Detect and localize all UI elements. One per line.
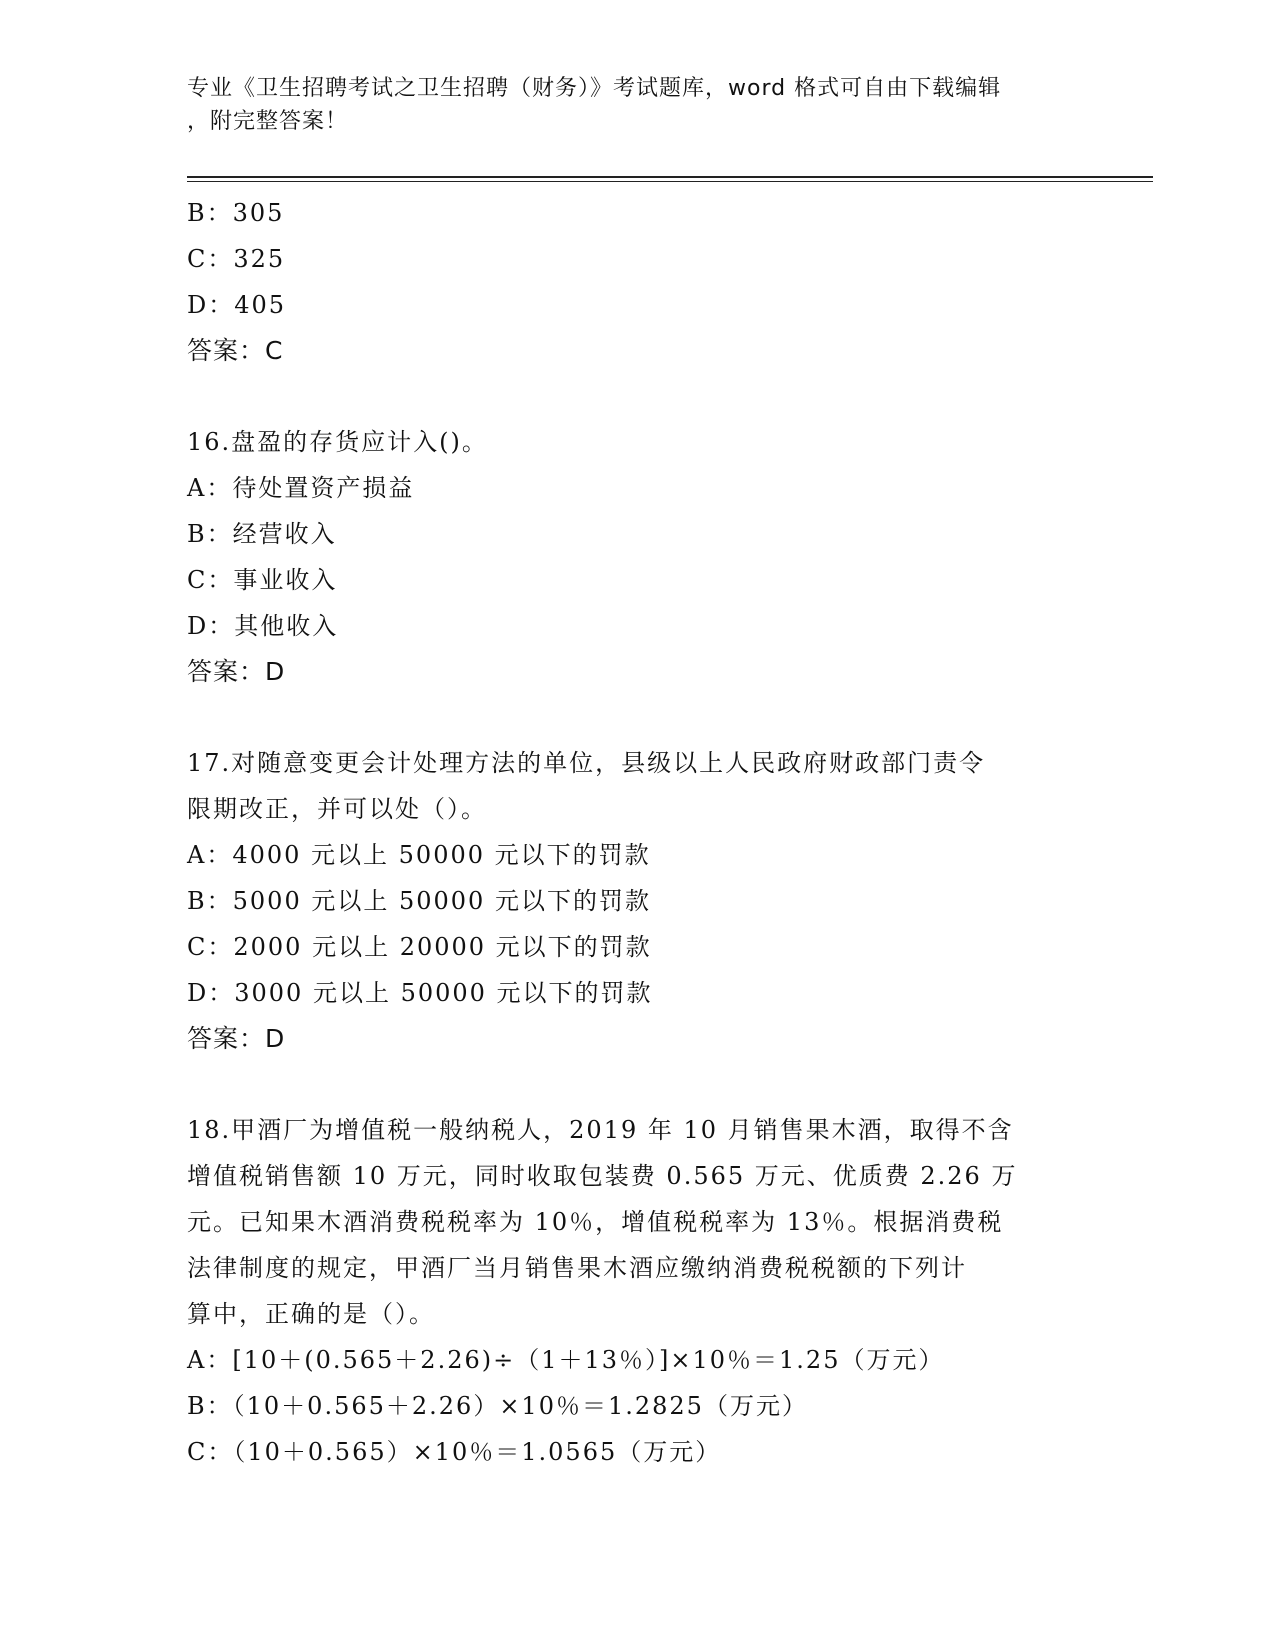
q17-option-a: A：4000 元以上 50000 元以下的罚款	[187, 841, 651, 869]
q17-stem-line-1: 17.对随意变更会计处理方法的单位，县级以上人民政府财政部门责令	[187, 749, 986, 777]
q18-stem-line-2: 增值税销售额 10 万元，同时收取包装费 0.565 万元、优质费 2.26 万	[187, 1162, 1018, 1190]
question-16-block	[187, 419, 1087, 695]
q17-option-c: C：2000 元以上 20000 元以下的罚款	[187, 933, 652, 961]
q16-option-c: C：事业收入	[187, 566, 338, 594]
page-header	[187, 72, 1067, 138]
q18-stem-line-4: 法律制度的规定，甲酒厂当月销售果木酒应缴纳消费税税额的下列计	[187, 1254, 967, 1282]
question-content	[187, 190, 1087, 1475]
q16-option-a: A：待处置资产损益	[187, 474, 415, 502]
q16-option-d: D：其他收入	[187, 612, 339, 640]
q17-option-b: B：5000 元以上 50000 元以下的罚款	[187, 887, 651, 915]
spacer	[187, 1062, 1087, 1107]
spacer	[187, 695, 1087, 740]
header-line-1: 专业《卫生招聘考试之卫生招聘（财务）》考试题库，word 格式可自由下载编辑	[187, 76, 1002, 101]
question-15-block	[187, 190, 1087, 374]
spacer	[187, 374, 1087, 419]
q17-option-d: D：3000 元以上 50000 元以下的罚款	[187, 979, 653, 1007]
q18-stem-line-3: 元。已知果木酒消费税税率为 10％，增值税税率为 13％。根据消费税	[187, 1208, 1004, 1236]
q15-option-d: D：405	[187, 291, 287, 319]
q16-option-b: B：经营收入	[187, 520, 337, 548]
q16-stem: 16.盘盈的存货应计入()。	[187, 428, 488, 456]
header-divider-thick	[187, 176, 1153, 178]
q18-stem-line-1: 18.甲酒厂为增值税一般纳税人，2019 年 10 月销售果木酒，取得不含	[187, 1116, 1014, 1144]
q15-option-c: C：325	[187, 245, 286, 273]
header-divider-thin	[187, 181, 1153, 182]
q16-answer: 答案：D	[187, 657, 286, 686]
q17-stem-line-2: 限期改正，并可以处（）。	[187, 795, 487, 823]
q18-stem-line-5: 算中，正确的是（）。	[187, 1300, 435, 1328]
q18-option-c: C：（10＋0.565）×10％＝1.0565（万元）	[187, 1438, 722, 1466]
q18-option-a: A：[10＋(0.565＋2.26)÷（1＋13％）]×10％＝1.25（万元）	[187, 1346, 945, 1374]
question-17-block	[187, 740, 1087, 1062]
question-18-block	[187, 1107, 1087, 1475]
q18-option-b: B：（10＋0.565＋2.26）×10％＝1.2825（万元）	[187, 1392, 808, 1420]
q17-answer: 答案：D	[187, 1024, 286, 1053]
q15-option-b: B：305	[187, 199, 285, 227]
q15-answer: 答案：C	[187, 336, 284, 365]
header-line-2: ，附完整答案！	[187, 109, 349, 134]
